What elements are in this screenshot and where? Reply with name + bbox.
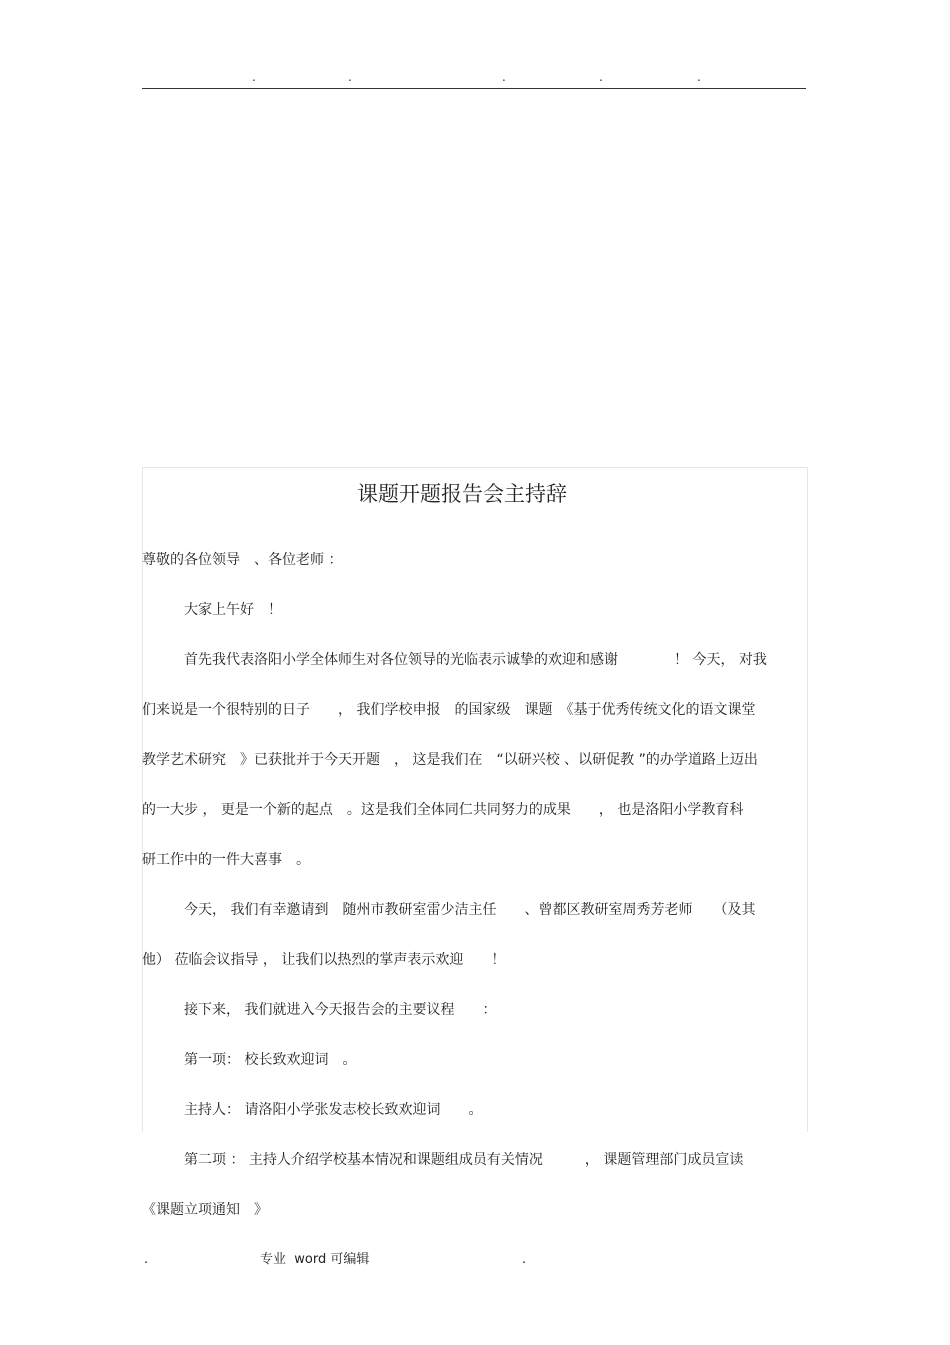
header-dot: . — [502, 70, 506, 84]
footer-dot: . — [522, 1252, 527, 1267]
paragraph-line: 首先我代表洛阳小学全体师生对各位领导的光临表示诚挚的欢迎和感谢 ！ 今天， 对我 — [142, 652, 767, 668]
paragraph-line: 接下来， 我们就进入今天报告会的主要议程 ： — [142, 1002, 497, 1018]
salutation: 尊敬的各位领导 、各位老师 ： — [142, 552, 343, 568]
page-footer — [142, 1250, 562, 1270]
agenda-item: 主持人： 请洛阳小学张发志校长致欢迎词 。 — [142, 1102, 483, 1118]
document-title: 课题开题报告会主持辞 — [357, 482, 567, 506]
paragraph-line: 们来说是一个很特别的日子 ， 我们学校申报 的国家级 课题 《基于优秀传统文化的语文课堂 — [142, 702, 756, 718]
agenda-item: 第二项 ： 主持人介绍学校基本情况和课题组成员有关情况 ， 课题管理部门成员宣读 — [142, 1152, 744, 1168]
paragraph-line: 教学艺术研究 》已获批并于今天开题 ， 这是我们在 “以研兴校 、以研促教 ”的办学道路上迈出 — [142, 752, 758, 768]
paragraph-line: 研工作中的一件大喜事 。 — [142, 852, 310, 868]
header-dot: . — [697, 70, 701, 84]
agenda-item: 第一项： 校长致欢迎词 。 — [142, 1052, 357, 1068]
header-divider — [142, 88, 806, 89]
paragraph-line: 他） 莅临会议指导 ， 让我们以热烈的掌声表示欢迎 ！ — [142, 952, 506, 968]
header-dot: . — [348, 70, 352, 84]
header-dot: . — [252, 70, 256, 84]
header-dots — [142, 70, 806, 84]
paragraph-line: 今天， 我们有幸邀请到 随州市教研室雷少洁主任 、曾都区教研室周秀芳老师 （及其 — [142, 902, 756, 918]
header-dot: . — [599, 70, 603, 84]
agenda-item: 《课题立项通知 》 — [142, 1202, 268, 1218]
footer-dot: . — [144, 1252, 149, 1267]
paragraph-line: 的一大步 ， 更是一个新的起点 。这是我们全体同仁共同努力的成果 ， 也是洛阳小学教育科 — [142, 802, 744, 818]
footer-label: 专业 word 可编辑 — [260, 1252, 370, 1267]
paragraph-line: 大家上午好 ！ — [142, 602, 282, 618]
